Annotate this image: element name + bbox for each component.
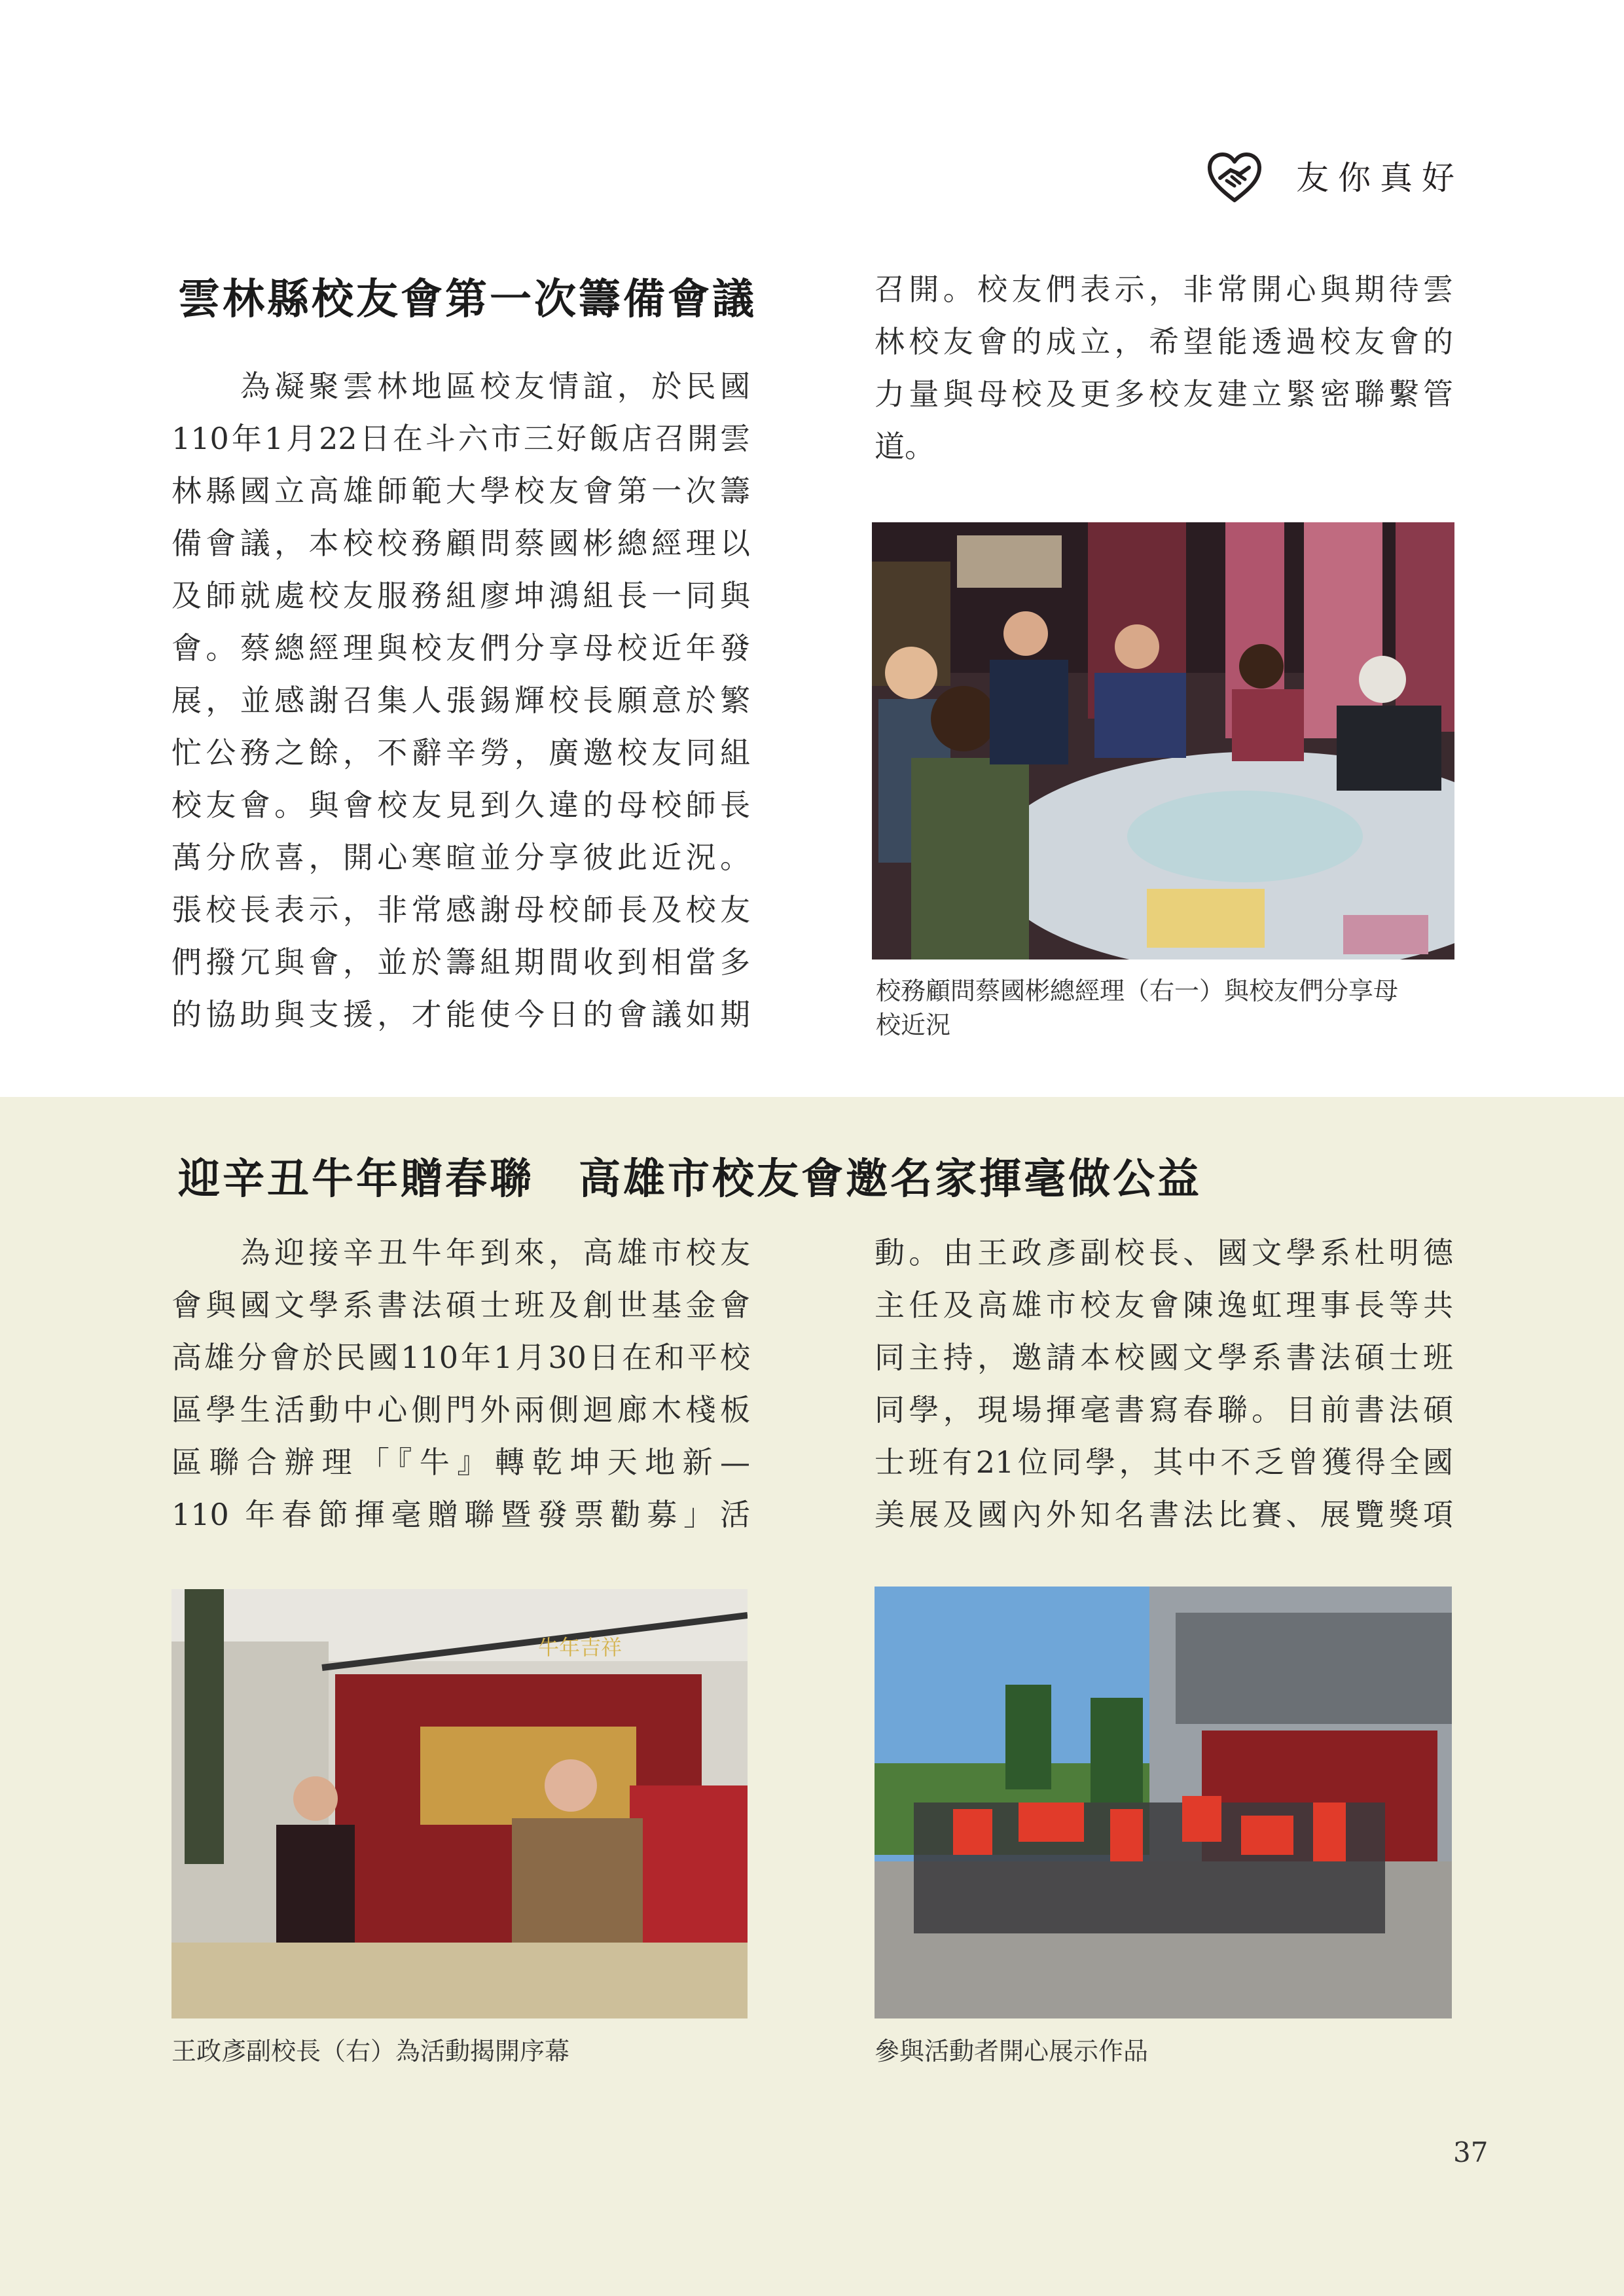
paragraph-line: 美展及國內外知名書法比賽、展覽獎項 — [875, 1497, 1453, 1532]
opening-ceremony-caption: 王政彥副校長（右）為活動揭開序幕 — [171, 2037, 570, 2066]
article2-right-column — [875, 1227, 1453, 1541]
paragraph-line: 110 年春節揮毫贈聯暨發票勸募」活 — [171, 1497, 750, 1532]
paragraph-line: 同學，現場揮毫書寫春聯。目前書法碩 — [875, 1392, 1453, 1427]
paragraph-line: 召開。校友們表示，非常開心與期待雲 — [875, 272, 1453, 307]
article1-right-column — [875, 263, 1453, 473]
banquet-photo-caption — [876, 974, 1465, 1042]
paragraph-line: 校友會。與會校友見到久違的母校師長 — [171, 787, 750, 823]
paragraph-line: 備會議，本校校務顧問蔡國彬總經理以 — [171, 526, 750, 561]
page-number: 37 — [1453, 2136, 1489, 2168]
paragraph-line: 高雄分會於民國110年1月30日在和平校 — [171, 1340, 750, 1375]
paragraph-line: 區聯合辦理「『牛』轉乾坤天地新— — [171, 1444, 750, 1480]
paragraph-line: 110年1月22日在斗六市三好飯店召開雲 — [171, 421, 750, 456]
group-photo-caption: 參與活動者開心展示作品 — [875, 2037, 1149, 2066]
article2-left-column — [171, 1227, 750, 1541]
paragraph-line: 會。蔡總經理與校友們分享母校近年發 — [171, 630, 750, 666]
paragraph-line: 林縣國立高雄師範大學校友會第一次籌 — [171, 473, 750, 509]
paragraph-line: 張校長表示，非常感謝母校師長及校友 — [171, 892, 750, 927]
group-photo — [875, 1587, 1452, 2018]
paragraph-line: 為迎接辛丑牛年到來，高雄市校友 — [171, 1235, 750, 1270]
paragraph-line: 忙公務之餘，不辭辛勞，廣邀校友同組 — [171, 735, 750, 770]
paragraph-line: 及師就處校友服務組廖坤鴻組長一同與 — [171, 578, 750, 613]
paragraph-line: 動。由王政彥副校長、國文學系杜明德 — [875, 1235, 1453, 1270]
opening-ceremony-photo — [171, 1589, 748, 2018]
paragraph-line: 道。 — [875, 429, 935, 464]
paragraph-line: 同主持，邀請本校國文學系書法碩士班 — [875, 1340, 1453, 1375]
paragraph-line: 們撥冗與會，並於籌組期間收到相當多 — [171, 944, 750, 980]
banquet-photo — [872, 522, 1454, 960]
handshake-heart-icon — [1206, 152, 1263, 203]
paragraph-line: 士班有21位同學，其中不乏曾獲得全國 — [875, 1444, 1453, 1480]
opening-ceremony-illustration — [171, 1589, 748, 2018]
paragraph-line: 會與國文學系書法碩士班及創世基金會 — [171, 1287, 750, 1323]
banner-text: 牛年吉祥 — [538, 1635, 623, 1660]
paragraph-line: 力量與母校及更多校友建立緊密聯繫管 — [875, 376, 1453, 412]
paragraph-line: 展，並感謝召集人張錫輝校長願意於繁 — [171, 683, 750, 718]
banquet-photo-illustration — [872, 522, 1454, 960]
paragraph-line: 的協助與支援，才能使今日的會議如期 — [171, 997, 750, 1032]
paragraph-line: 林校友會的成立，希望能透過校友會的 — [875, 324, 1453, 359]
group-photo-illustration — [875, 1587, 1452, 2018]
article2-title: 迎辛丑牛年贈春聯 高雄市校友會邀名家揮毫做公益 — [178, 1155, 1202, 1204]
paragraph-line: 為凝聚雲林地區校友情誼，於民國 — [171, 368, 750, 404]
paragraph-line: 區學生活動中心側門外兩側迴廊木棧板 — [171, 1392, 750, 1427]
caption-line: 校務顧問蔡國彬總經理（右一）與校友們分享母 — [876, 977, 1399, 1005]
caption-line: 校近況 — [876, 1011, 951, 1039]
article1-left-column — [171, 360, 750, 1041]
article1-title: 雲林縣校友會第一次籌備會議 — [178, 276, 757, 324]
paragraph-line: 主任及高雄市校友會陳逸虹理事長等共 — [875, 1287, 1453, 1323]
paragraph-line: 萬分欣喜，開心寒暄並分享彼此近況。 — [171, 840, 750, 875]
section-label: 友你真好 — [1296, 159, 1464, 197]
